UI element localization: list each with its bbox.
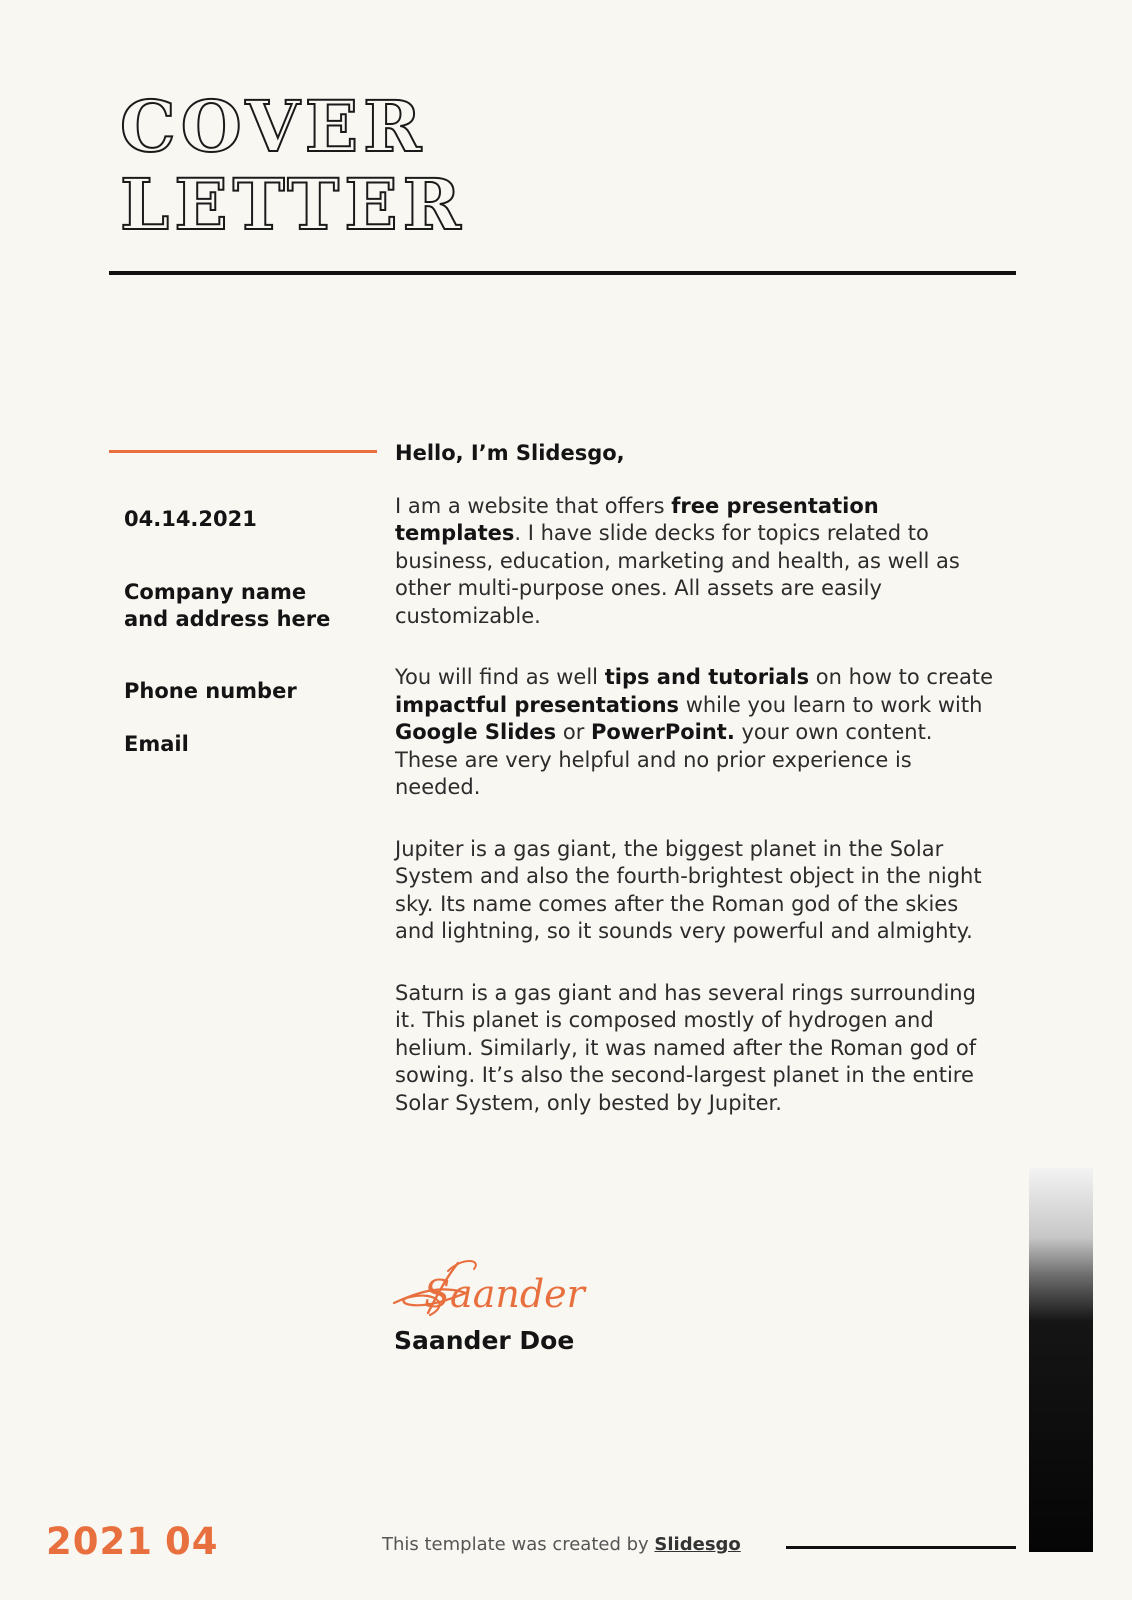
bottom-divider: [786, 1546, 1016, 1549]
paragraph-2: [395, 664, 995, 802]
p2-text-c: on how to create: [809, 665, 994, 689]
p1-bold-b: free presentation templates: [395, 493, 879, 545]
email: Email: [124, 732, 189, 756]
paragraph-3: Jupiter is a gas giant, the biggest planet in the Solar System and also the fourth-brightest object in the night sky. Its name comes after the Roman god of the skies and lightning, so it sounds very powerful and almighty.: [395, 836, 982, 943]
title-line-1: COVER: [120, 85, 427, 168]
document-title: [120, 85, 880, 246]
letter-body: [395, 440, 995, 1151]
slidesgo-link[interactable]: Slidesgo: [654, 1534, 741, 1555]
signer-name: Saander Doe: [394, 1326, 575, 1355]
company-address: [124, 579, 374, 633]
p2-text-a: You will find as well: [395, 665, 605, 689]
greeting: Hello, I’m Slidesgo,: [395, 441, 625, 465]
footer-month: 04: [165, 1520, 219, 1563]
p2-text-g: or: [556, 720, 592, 744]
p2-text-i: your own content. These are very helpful and no prior experience is needed.: [395, 720, 933, 799]
p2-bold-f: Google Slides: [395, 720, 557, 744]
paragraph-1: [395, 493, 995, 631]
template-credit: [382, 1534, 741, 1555]
p2-text-e: while you learn to work with: [679, 692, 983, 717]
phone-number: Phone number: [124, 679, 297, 703]
title-line-2: LETTER: [120, 163, 466, 246]
top-divider: [109, 271, 1016, 275]
signature-graphic: [390, 1255, 610, 1325]
p1-text-c: . I have slide decks for topics related to business, education, marketing and health, as well as other multi-purpose ones. All assets are easily customizable.: [395, 521, 960, 628]
paragraph-4: Saturn is a gas giant and has several rings surrounding it. This planet is composed mostly of hydrogen and helium. Similarly, it was named after the Roman god of sowing. It’s also the second-largest planet in the entire Solar System, only bested by Jupiter.: [395, 980, 977, 1115]
accent-divider: [109, 450, 377, 453]
signature-script: Saander: [424, 1272, 585, 1316]
p2-bold-d: impactful presentations: [395, 692, 680, 717]
credit-prefix: This template was created by: [382, 1534, 655, 1555]
company-line-1: Company name: [124, 580, 307, 604]
decorative-gradient-bar: [1029, 1168, 1093, 1552]
p2-bold-h: PowerPoint.: [591, 720, 735, 744]
company-line-2: and address here: [124, 607, 331, 631]
date: 04.14.2021: [124, 507, 257, 531]
p2-bold-b: tips and tutorials: [604, 665, 810, 689]
p1-text-a: I am a website that offers: [395, 493, 672, 518]
footer-year: 2021: [46, 1520, 153, 1563]
